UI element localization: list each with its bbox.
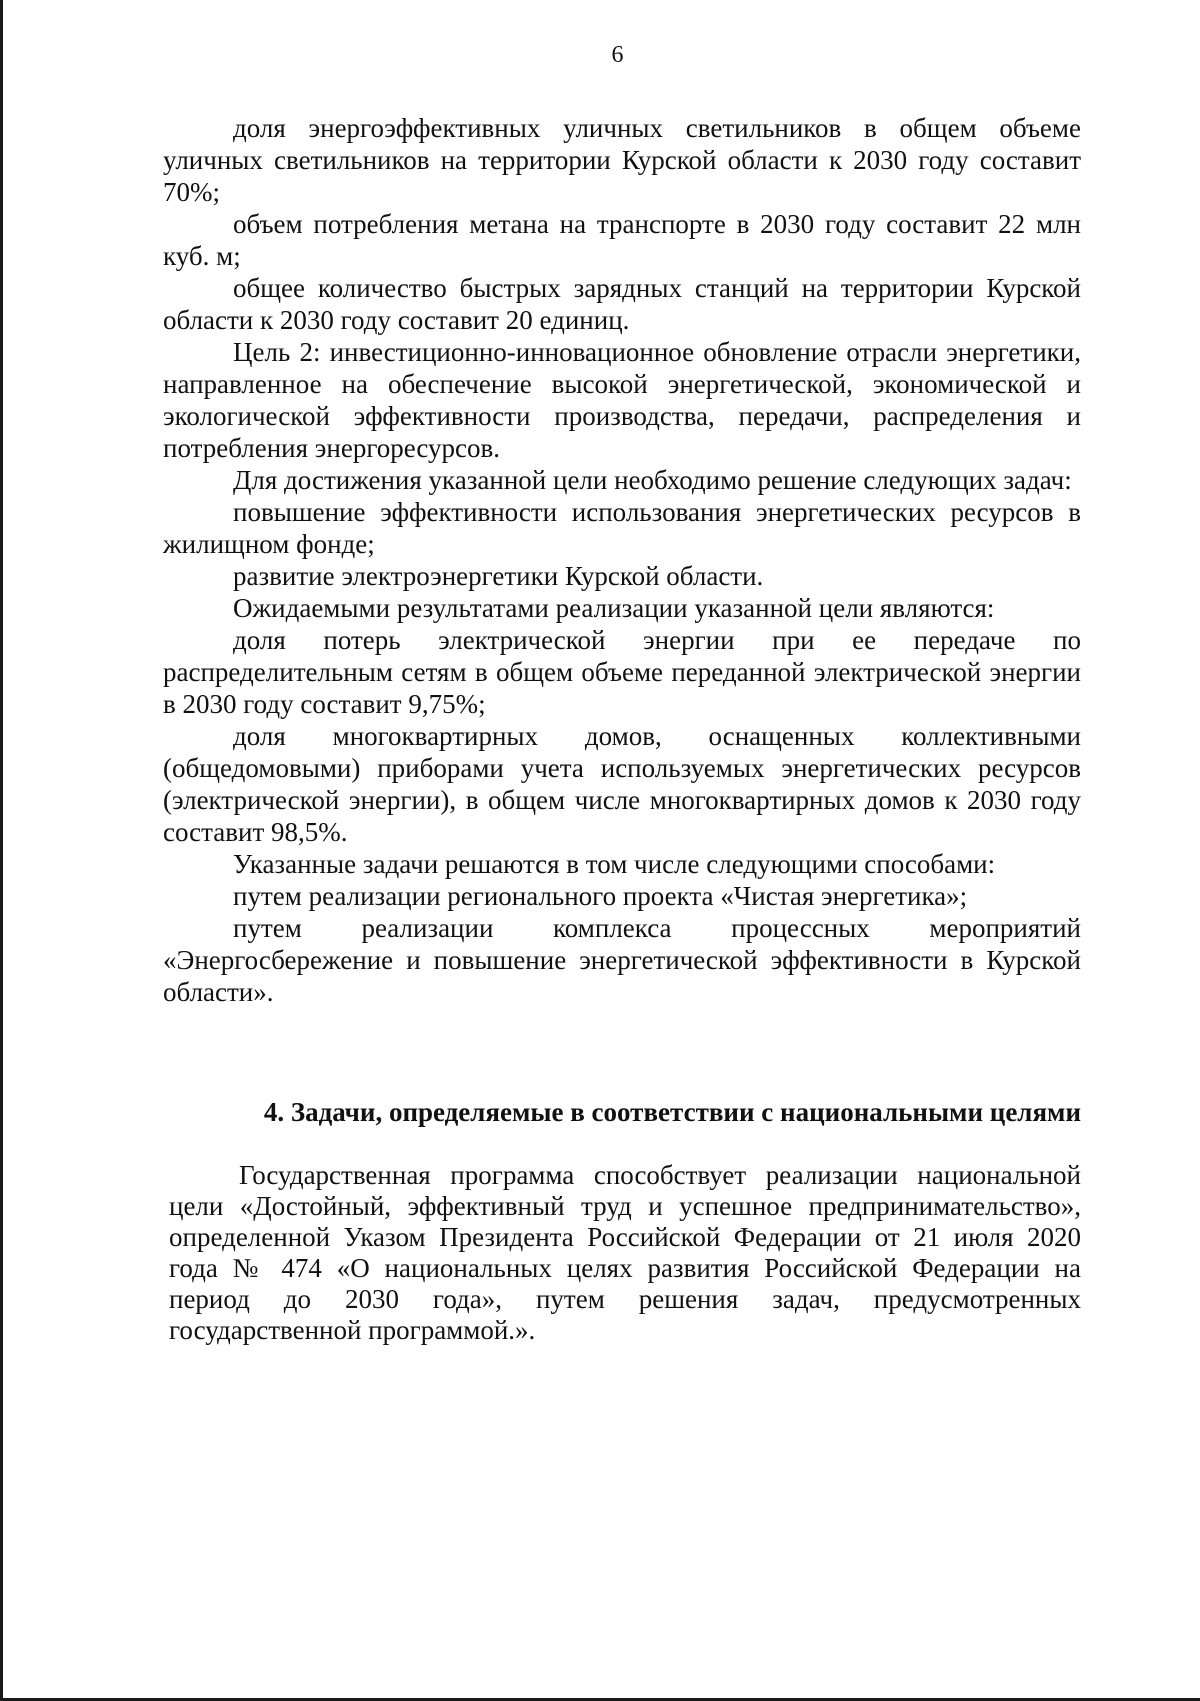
paragraph-result-losses: доля потерь электрической энергии при ее передаче по распределительным сетям в общем объеме переданной электрической энергии в 2030 году составит 9,75%;: [163, 625, 1081, 719]
paragraph-national-goals: Государственная программа способствует реализации национальной цели «Достойный, эффективный труд и успешное предпринимательство», определенной Указом Президента Российской Федерации от 21 июля 2020 года № 474 «О национальных целях развития Российской Федерации на период до 2030 года», путем решения задач, предусмотренных государственной программой.».: [169, 1160, 1081, 1345]
paragraph-task-power: развитие электроэнергетики Курской области.: [233, 561, 764, 591]
body-text: [163, 112, 1081, 1008]
scan-edge-left: [0, 0, 3, 1701]
paragraph-method-project: путем реализации регионального проекта «Чистая энергетика»;: [233, 881, 968, 911]
section-heading: 4. Задачи, определяемые в соответствии с национальными целями: [263, 1097, 1081, 1127]
paragraph-charging-stations: общее количество быстрых зарядных станций на территории Курской области к 2030 году составит 20 единиц.: [163, 273, 1081, 335]
paragraph-task-housing: повышение эффективности использования энергетических ресурсов в жилищном фонде;: [163, 497, 1081, 559]
paragraph-result-meters: доля многоквартирных домов, оснащенных коллективными (общедомовыми) приборами учета используемых энергетических ресурсов (электрической энергии), в общем числе многоквартирных домов к 2030 году составит 98,5%.: [163, 721, 1081, 847]
paragraph-method-complex: путем реализации комплекса процессных мероприятий «Энергосбережение и повышение энергетической эффективности в Курской области».: [163, 913, 1081, 1007]
paragraph-street-lights: доля энергоэффективных уличных светильников в общем объеме уличных светильников на территории Курской области к 2030 году составит 70%;: [163, 113, 1081, 207]
paragraph-results-intro: Ожидаемыми результатами реализации указанной цели являются:: [233, 593, 995, 623]
paragraph-methods-intro: Указанные задачи решаются в том числе следующими способами:: [233, 849, 996, 879]
section-body: [169, 1160, 1081, 1346]
paragraph-methane: объем потребления метана на транспорте в 2030 году составит 22 млн куб. м;: [163, 209, 1081, 271]
paragraph-tasks-intro: Для достижения указанной цели необходимо решение следующих задач:: [233, 465, 1072, 495]
page-number: 6: [611, 42, 624, 68]
paragraph-goal-2: Цель 2: инвестиционно-инновационное обновление отрасли энергетики, направленное на обеспечение высокой энергетической, экономической и экологической эффективности производства, передачи, распределения и потребления энергоресурсов.: [163, 337, 1081, 463]
